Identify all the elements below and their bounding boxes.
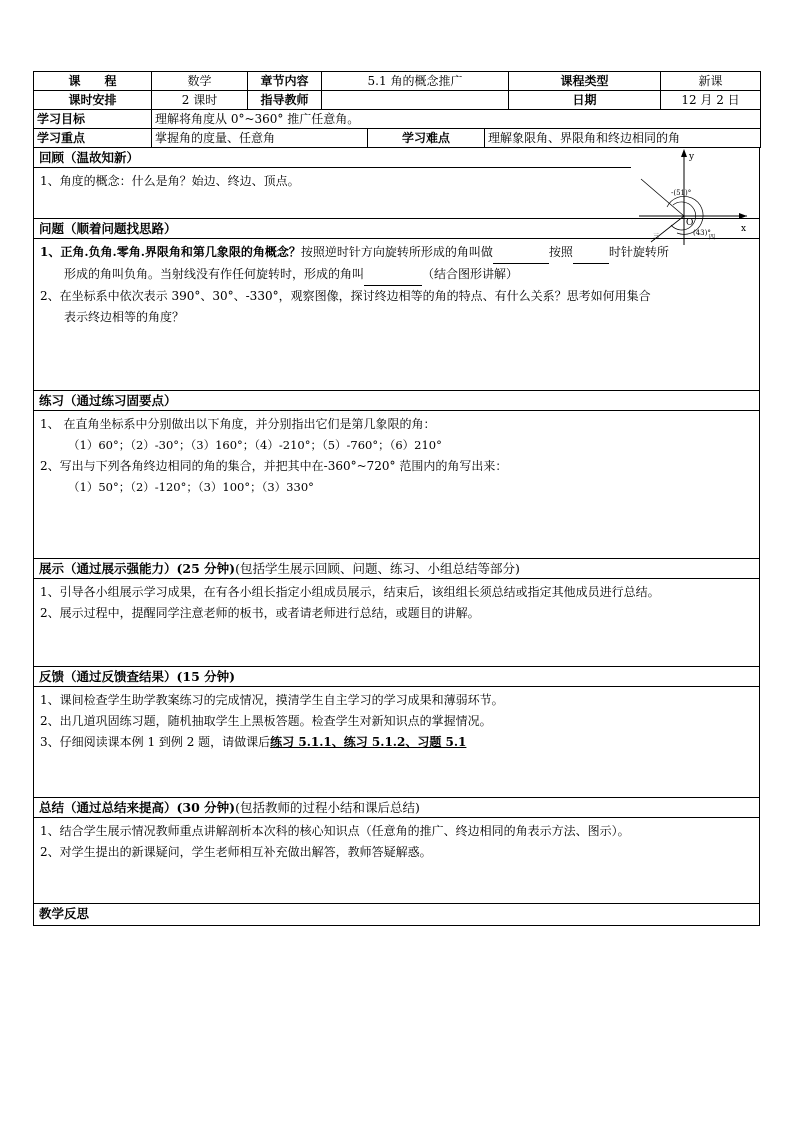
problem-1-text-e: （结合图形讲解）	[422, 267, 519, 281]
summary-section	[33, 798, 760, 904]
problem-title: 问题（顺着问题找思路）	[34, 219, 759, 239]
show-title-note: (包括学生展示回顾、问题、练习、小组总结等部分)	[235, 561, 520, 576]
show-line-2: 2、展示过程中，提醒同学注意老师的板书，或者请老师进行总结，或题目的讲解。	[40, 606, 480, 620]
problem-1-text-a: 按照逆时针方向旋转所形成的角叫做	[300, 245, 493, 259]
summary-title-note: (包括教师的过程小结和课后总结)	[235, 800, 420, 815]
type-label: 课程类型	[509, 72, 661, 91]
goal-value: 理解将角度从 0°~360° 推广任意角。	[152, 110, 761, 129]
difficulty-label: 学习难点	[368, 129, 485, 148]
feedback-line-2: 2、出几道巩固练习题，随机抽取学生上黑板答题。检查学生对新知识点的掌握情况。	[40, 714, 492, 728]
teacher-label: 指导教师	[248, 91, 322, 110]
origin-label: O	[686, 218, 694, 228]
type-value: 新课	[661, 72, 761, 91]
show-line-1: 1、引导各小组展示学习成果，在有各小组长指定小组成员展示，结束后，该组组长须总结或指定其他成员进行总结。	[40, 585, 660, 599]
x-axis-arrow	[739, 213, 747, 219]
date-label: 日期	[509, 91, 661, 110]
chapter-label: 章节内容	[248, 72, 322, 91]
problem-1-heading: 1、正角.负角.零角.界限角和第几象限的角概念？	[40, 245, 301, 259]
lesson-plan	[33, 71, 760, 926]
feedback-section	[33, 667, 760, 798]
quadrant-3-label: 三	[653, 233, 660, 240]
answer-blank-1[interactable]	[493, 242, 549, 264]
y-axis-arrow	[681, 149, 687, 157]
key-value: 掌握角的度量、任意角	[152, 129, 368, 148]
reflection-section	[33, 904, 760, 926]
y-axis-label: y	[689, 152, 695, 162]
teacher-value	[322, 91, 509, 110]
coordinate-diagram	[631, 145, 753, 245]
show-section	[33, 559, 760, 667]
hours-value: 2 课时	[152, 91, 248, 110]
date-value: 12 月 2 日	[661, 91, 761, 110]
course-label: 课 程	[34, 72, 152, 91]
problem-1-text-d: 形成的角叫负角。当射线没有作任何旋转时，形成的角叫	[64, 267, 365, 281]
reflection-title: 教学反思	[39, 906, 90, 921]
answer-blank-2[interactable]	[573, 242, 609, 264]
difficulty-value: 理解象限角、界限角和终边相同的角	[485, 129, 761, 148]
quadrant-4-label: 四	[709, 234, 716, 241]
header-table	[33, 71, 761, 148]
summary-line-1: 1、结合学生展示情况教师重点讲解剖析本次科的核心知识点（任意角的推广、终边相同的角表示方法、图示）。	[40, 824, 630, 838]
practice-title: 练习（通过练习固要点）	[34, 391, 759, 411]
answer-blank-3[interactable]	[364, 264, 422, 286]
practice-1-line: 1、 在直角坐标系中分别做出以下角度，并分别指出它们是第几象限的角：	[40, 417, 436, 431]
summary-title-row	[34, 798, 759, 818]
practice-section	[33, 391, 760, 559]
homework-link[interactable]: 练习 5.1.1、练习 5.1.2、习题 5.1	[270, 735, 467, 749]
course-value: 数学	[152, 72, 248, 91]
problem-1-text-b: 按照	[548, 245, 573, 259]
problem-2-line: 2、在坐标系中依次表示 390°、30°、-330°，观察图像，探讨终边相等的角的特点、有什么关系？思考如何用集合	[40, 289, 651, 303]
angle-label-2: (43)°	[693, 229, 711, 237]
review-title: 回顾（温故知新）	[34, 148, 631, 168]
summary-line-2: 2、对学生提出的新课疑问，学生老师相互补充做出解答，教师答疑解惑。	[40, 845, 432, 859]
practice-2-items: （1）50°；（2）-120°；（3）100°；（3）330°	[68, 480, 314, 494]
problem-2-line-b: 表示终边相等的角度？	[64, 310, 185, 324]
hours-label: 课时安排	[34, 91, 152, 110]
practice-2-line: 2、写出与下列各角终边相同的角的集合，并把其中在-360°~720° 范围内的角写出来：	[40, 459, 508, 473]
problem-1-text-c: 时针旋转所	[608, 245, 669, 259]
chapter-value: 5.1 角的概念推广	[322, 72, 509, 91]
practice-1-items: （1）60°；（2）-30°；（3）160°；（4）-210°；（5）-760°；（6）210°	[68, 438, 442, 452]
show-title-row	[34, 559, 759, 579]
angle-label-1: -(51)°	[671, 189, 692, 197]
summary-title: 总结（通过总结来提高）(30 分钟)	[39, 800, 236, 815]
review-line-1: 1、角度的概念：什么是角？始边、终边、顶点。	[40, 174, 300, 188]
key-label: 学习重点	[34, 129, 152, 148]
x-axis-label: x	[741, 224, 747, 234]
feedback-line-1: 1、课间检查学生助学教案练习的完成情况，摸清学生自主学习的学习成果和薄弱环节。	[40, 693, 504, 707]
feedback-title: 反馈（通过反馈查结果）(15 分钟)	[34, 667, 759, 687]
goal-label: 学习目标	[34, 110, 152, 129]
show-title: 展示（通过展示强能力）(25 分钟)	[39, 561, 236, 576]
feedback-line-3: 3、仔细阅读课本例 1 到例 2 题，请做课后	[40, 735, 271, 749]
